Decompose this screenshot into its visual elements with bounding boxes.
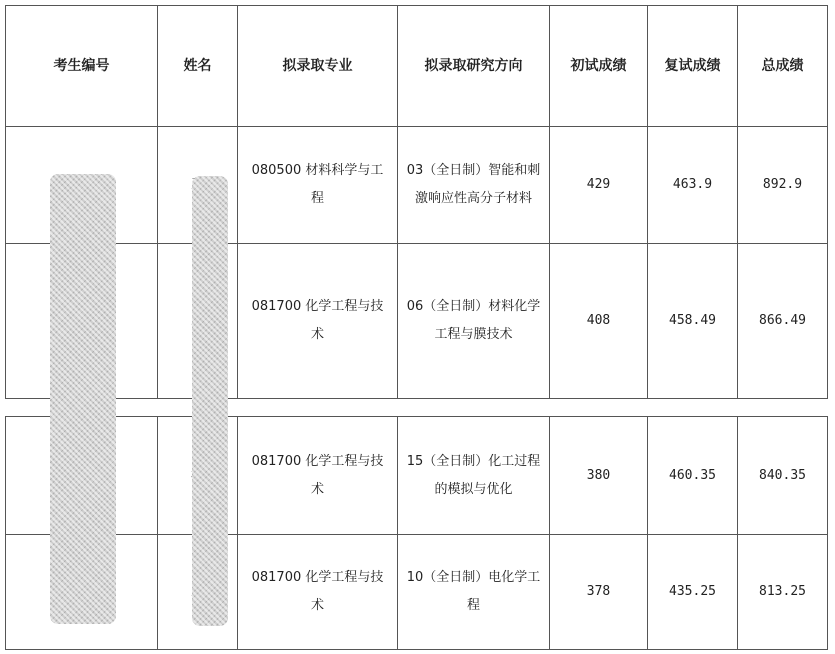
cell-direction: 10（全日制）电化学工程 [398, 535, 550, 650]
header-total: 总成绩 [738, 6, 828, 127]
table-row [6, 244, 828, 399]
table-row [6, 127, 828, 244]
admission-table [5, 5, 828, 399]
cell-retest: 435.25 [648, 535, 738, 650]
cell-major: 081700 化学工程与技术 [238, 417, 398, 535]
cell-initial: 408 [550, 244, 648, 399]
cell-total: 813.25 [738, 535, 828, 650]
cell-total: 840.35 [738, 417, 828, 535]
cell-retest: 458.49 [648, 244, 738, 399]
header-row [6, 6, 828, 127]
cell-initial: 380 [550, 417, 648, 535]
cell-initial: 429 [550, 127, 648, 244]
header-retest: 复试成绩 [648, 6, 738, 127]
cell-direction: 15（全日制）化工过程的模拟与优化 [398, 417, 550, 535]
cell-major: 080500 材料科学与工程 [238, 127, 398, 244]
header-initial: 初试成绩 [550, 6, 648, 127]
cell-retest: 460.35 [648, 417, 738, 535]
header-major: 拟录取专业 [238, 6, 398, 127]
header-id: 考生编号 [6, 6, 158, 127]
header-name: 姓名 [158, 6, 238, 127]
header-direction: 拟录取研究方向 [398, 6, 550, 127]
cell-major: 081700 化学工程与技术 [238, 535, 398, 650]
table-row [6, 535, 828, 650]
cell-major: 081700 化学工程与技术 [238, 244, 398, 399]
table-row [6, 417, 828, 535]
cell-direction: 06（全日制）材料化学工程与膜技术 [398, 244, 550, 399]
admission-table-continued [5, 416, 828, 650]
name-redaction-mask [192, 176, 228, 626]
id-redaction-mask [50, 174, 116, 624]
cell-initial: 378 [550, 535, 648, 650]
cell-total: 866.49 [738, 244, 828, 399]
cell-retest: 463.9 [648, 127, 738, 244]
cell-total: 892.9 [738, 127, 828, 244]
cell-direction: 03（全日制）智能和刺激响应性高分子材料 [398, 127, 550, 244]
